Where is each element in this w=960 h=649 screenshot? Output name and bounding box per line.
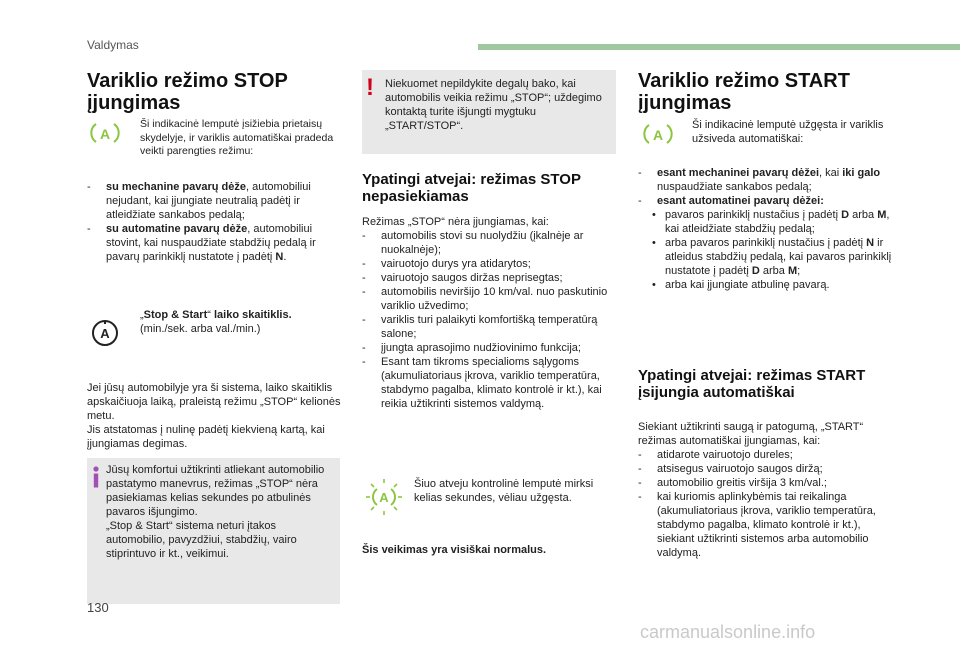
list-item: - automobilis stovi su nuolydžiu (įkalnėje ar nuokalnėje); [362, 230, 584, 256]
list-item: - kai kuriomis aplinkybėmis tai reikalinga (akumuliatoriaus įkrova, variklio temperatūra, stabdymo pagalba, klimato kontrolė ir kt.), siekiant užtikrinti sistemos arba automobilio valdymą. [638, 491, 876, 559]
watermark: carmanualsonline.info [640, 622, 816, 642]
list-item: - atidarote vairuotojo dureles; [638, 449, 793, 461]
list-item: - atsisegus vairuotojo saugos diržą; [638, 463, 823, 475]
page-number: 130 [87, 600, 109, 615]
auto-stop-green-icon [88, 120, 122, 151]
list-item: - Esant tam tikroms specialioms sąlygoms (akumuliatoriaus įkrova, variklio temperatūra, stabdymo pagalba, klimato kontrolė ir kt.), kai reikia užtikrinti sistemos valdymą. [362, 356, 602, 410]
header-bar [478, 44, 960, 50]
svg-text:A: A [99, 126, 111, 142]
stop-unavailable-list [362, 215, 618, 411]
list-item: - įjungta aprasojimo nudžiovinimo funkcija; [362, 342, 581, 354]
auto-start-green-icon [641, 121, 675, 152]
start-auto-list [638, 420, 900, 560]
start-auto-title: Ypatingi atvejai: režimas START įsijungia automatiškai [638, 367, 866, 401]
blinking-auto-icon [365, 478, 403, 521]
counter-paragraph: Jei jūsų automobilyje yra ši sistema, laiko skaitiklis apskaičiuoja laiką, praleistą režimu „STOP“ kelionės metu. Jis atstatomas į nulinę padėtį kiekvieną kartą, kai įjungiamas degimas. [87, 382, 341, 450]
stop-icon-text: Ši indikacinė lemputė įsižiebia prietaisų skydelyje, ir variklis automatiškai pradeda veikti parengties režimu: [140, 118, 334, 157]
warning-icon: ! [366, 74, 374, 101]
timer-counter-icon [90, 318, 120, 353]
svg-text:A: A [100, 326, 110, 341]
list-intro: Režimas „STOP“ nėra įjungiamas, kai: [362, 216, 549, 228]
info-box-text: Jūsų komfortui užtikrinti atliekant automobilio pastatymo manevrus, režimas „STOP“ nėra pasiekiamas kelias sekundes po atbulinės pavaros išjungimo. „Stop & Start“ sistema neturi įtakos automobilio, pavyzdžiui, stabdžių, vairo stiprintuvo ir kt., veikimui. [106, 464, 325, 560]
counter-subtitle: (min./sek. arba val./min.) [140, 323, 261, 335]
stop-title [87, 70, 347, 114]
list-item: - variklis turi palaikyti komfortišką temperatūrą salone; [362, 314, 598, 340]
svg-text:A: A [652, 127, 664, 143]
sub-list-item: • arba kai įjungiate atbulinę pavarą. [652, 279, 830, 291]
blink-text: Šiuo atveju kontrolinė lemputė mirksi kelias sekundes, vėliau užgęsta. [414, 478, 594, 504]
stop-conditions-list [87, 180, 341, 264]
start-icon-text: Ši indikacinė lemputė užgęsta ir variklis užsiveda automatiškai: [692, 119, 884, 145]
counter-title: „Stop & Start“ laiko skaitiklis. (min./sek. arba val./min.) [140, 309, 292, 335]
start-title: Variklio režimo START įjungimas [638, 70, 850, 114]
start-conditions-list [638, 166, 900, 292]
list-item: - su mechanine pavarų dėže, automobiliui nejudant, kai įjungiate neutralią padėtį ir atleidžiate sankabos pedalą; [87, 181, 311, 221]
sub-list-item: • arba pavaros parinkiklį nustačius į padėtį N ir atleidus stabdžių pedalą, kai pavaros parinkiklį nustatote į padėtį D arba M; [652, 237, 892, 277]
stop-title-line2: įjungimas [87, 92, 181, 114]
svg-text:A: A [379, 490, 389, 505]
info-icon [93, 466, 99, 488]
section-header: Valdymas [87, 38, 139, 52]
list-item: - esant automatinei pavarų dėžei: [638, 195, 824, 207]
stop-title-line1: Variklio režimo STOP [87, 70, 288, 92]
warning-text: Niekuomet nepildykite degalų bako, kai automobilis veikia režimu „STOP“; uždegimo kontaktą turite išjungti mygtuku „START/STOP“. [385, 78, 602, 132]
list-item: - esant mechaninei pavarų dėžei, kai iki galo nuspaudžiate sankabos pedalą; [638, 167, 881, 193]
list-item: - su automatine pavarų dėže, automobiliui stovint, kai nuspaudžiate stabdžių pedalą ir pavarų parinkiklį nustatote į padėtį N. [87, 223, 316, 263]
sub-list-item: • pavaros parinkiklį nustačius į padėtį D arba M, kai atleidžiate stabdžių pedalą; [652, 209, 890, 235]
list-item: - vairuotojo saugos diržas neprisegtas; [362, 272, 563, 284]
normal-operation-note: Šis veikimas yra visiškai normalus. [362, 544, 547, 556]
stop-unavailable-title: Ypatingi atvejai: režimas STOP nepasiekiamas [362, 171, 581, 205]
list-intro: Siekiant užtikrinti saugą ir patogumą, „START“ režimas automatiškai įjungiamas, kai: [638, 421, 864, 447]
list-item: - automobilis neviršijo 10 km/val. nuo paskutinio variklio užvedimo; [362, 286, 608, 312]
list-item: - vairuotojo durys yra atidarytos; [362, 258, 531, 270]
list-item: - automobilio greitis viršija 3 km/val.; [638, 477, 827, 489]
